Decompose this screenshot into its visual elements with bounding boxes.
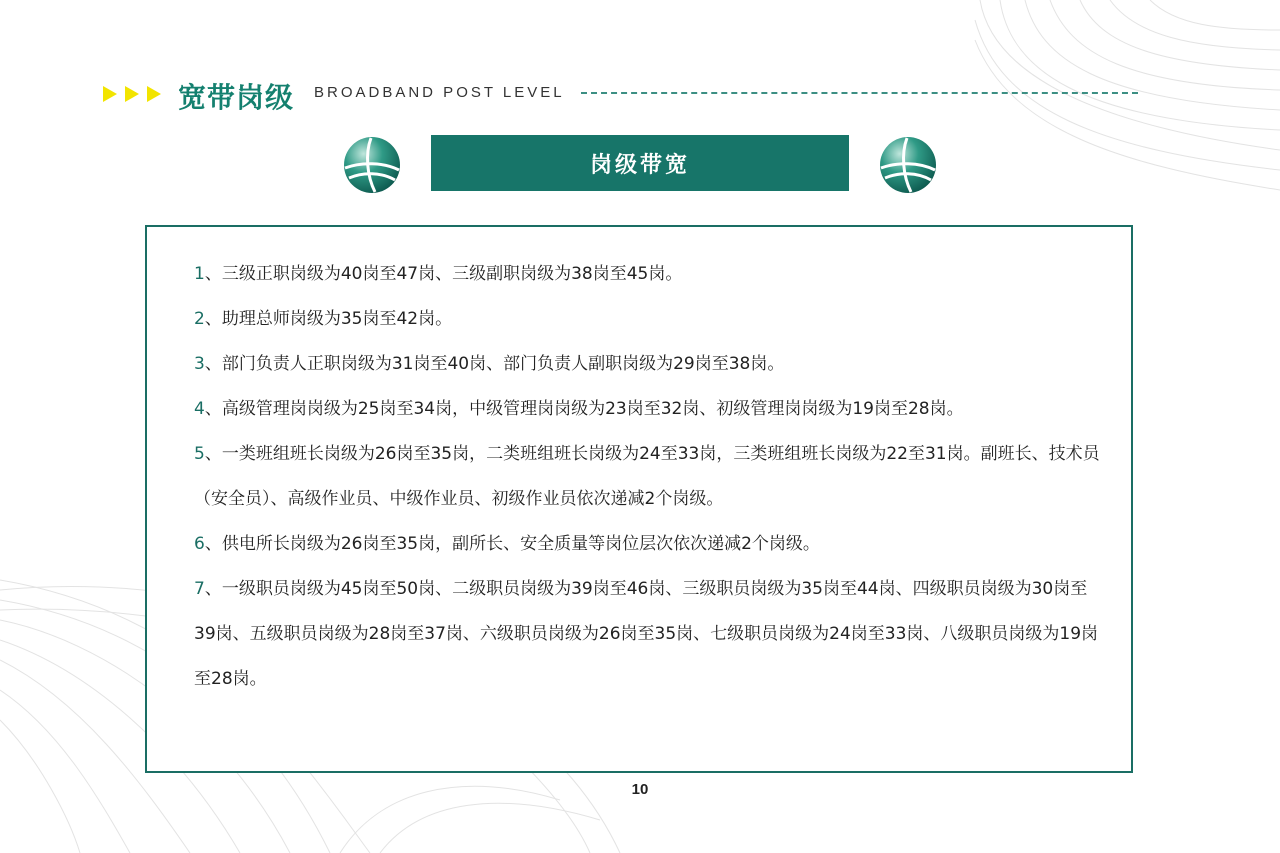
banner-title: 岗级带宽 — [431, 135, 849, 191]
item-number: 5 — [194, 444, 205, 464]
item-text: 、三级正职岗级为40岗至47岗、三级副职岗级为38岗至45岗。 — [204, 264, 683, 284]
list-item — [194, 297, 1104, 342]
section-title-en: BROADBAND POST LEVEL — [314, 84, 565, 101]
item-text: 、一级职员岗级为45岗至50岗、二级职员岗级为39岗至46岗、三级职员岗级为35岗至44岗、四级职员岗级为30岗至39岗、五级职员岗级为28岗至37岗、六级职员岗级为26岗至35岗、七级职员岗级为24岗至33岗、八级职员岗级为19岗至28岗。 — [194, 579, 1099, 689]
item-list — [194, 252, 1104, 702]
section-title-cn: 宽带岗级 — [178, 81, 295, 114]
list-item — [194, 567, 1104, 702]
globe-logo-icon — [877, 134, 939, 196]
item-number: 1 — [194, 264, 205, 284]
item-number: 2 — [194, 309, 205, 329]
list-item — [194, 342, 1104, 387]
item-number: 7 — [194, 579, 205, 599]
list-item — [194, 252, 1104, 297]
item-text: 、助理总师岗级为35岗至42岗。 — [204, 309, 453, 329]
item-number: 3 — [194, 354, 205, 374]
globe-logo-icon — [341, 134, 403, 196]
list-item — [194, 387, 1104, 432]
item-text: 、高级管理岗岗级为25岗至34岗，中级管理岗岗级为23岗至32岗、初级管理岗岗级为19岗至28岗。 — [204, 399, 964, 419]
item-number: 6 — [194, 534, 205, 554]
content-panel — [145, 225, 1133, 773]
list-item — [194, 522, 1104, 567]
section-header — [103, 78, 1143, 114]
item-text: 、部门负责人正职岗级为31岗至40岗、部门负责人副职岗级为29岗至38岗。 — [204, 354, 785, 374]
page-number: 10 — [631, 781, 649, 798]
item-text: 、一类班组班长岗级为26岗至35岗，二类班组班长岗级为24至33岗，三类班组班长岗级为22至31岗。副班长、技术员（安全员）、高级作业员、中级作业员、初级作业员依次递减2个岗级。 — [194, 444, 1100, 509]
triangle-arrow-icon — [103, 84, 165, 104]
item-text: 、供电所长岗级为26岗至35岗，副所长、安全质量等岗位层次依次递减2个岗级。 — [204, 534, 820, 554]
item-number: 4 — [194, 399, 205, 419]
header-divider — [581, 92, 1138, 94]
list-item — [194, 432, 1104, 522]
